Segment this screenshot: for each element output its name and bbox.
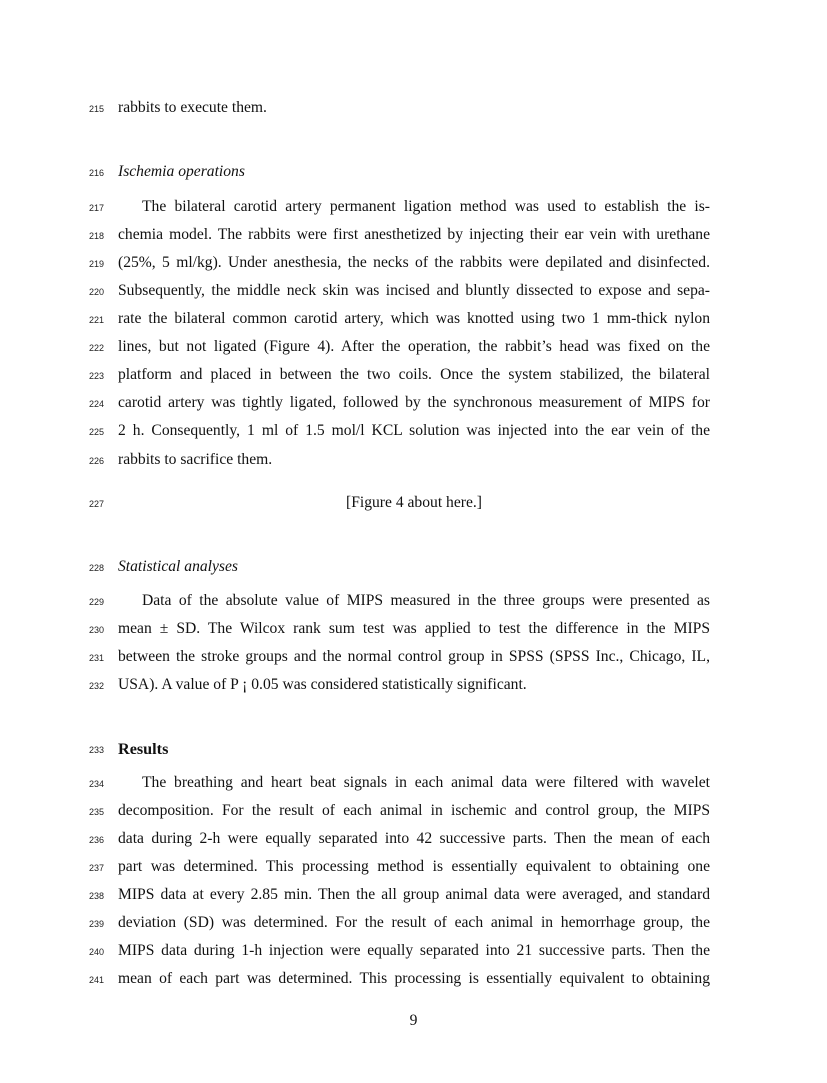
line-number: 233: [88, 745, 104, 755]
line-number: 221: [88, 315, 104, 325]
line-number: 224: [88, 399, 104, 409]
line-number: 231: [88, 653, 104, 663]
body-text-line: Data of the absolute value of MIPS measured in the three groups were presented as: [142, 592, 710, 609]
body-text-line: mean ± SD. The Wilcox rank sum test was applied to test the difference in the MIPS: [118, 620, 710, 637]
line-number: 218: [88, 231, 104, 241]
line-number: 237: [88, 863, 104, 873]
line-number: 227: [88, 499, 104, 509]
body-text-line: mean of each part was determined. This processing is essentially equivalent to obtaining: [118, 970, 710, 987]
line-number: 219: [88, 259, 104, 269]
body-text-line: (25%, 5 ml/kg). Under anesthesia, the necks of the rabbits were depilated and disinfected.: [118, 254, 710, 271]
line-number: 236: [88, 835, 104, 845]
body-text-line: MIPS data at every 2.85 min. Then the all group animal data were averaged, and standard: [118, 886, 710, 903]
body-text-line: part was determined. This processing method is essentially equivalent to obtaining one: [118, 858, 710, 875]
line-number: 230: [88, 625, 104, 635]
line-number: 223: [88, 371, 104, 381]
body-text-line: rabbits to execute them.: [118, 99, 267, 116]
body-text-line: USA). A value of P ¡ 0.05 was considered statistically significant.: [118, 676, 527, 693]
body-text-line: rate the bilateral common carotid artery, which was knotted using two 1 mm-thick nylon: [118, 310, 710, 327]
line-number: 229: [88, 597, 104, 607]
body-text-line: The breathing and heart beat signals in each animal data were filtered with wavelet: [142, 774, 710, 791]
body-text-line: carotid artery was tightly ligated, followed by the synchronous measurement of MIPS for: [118, 394, 710, 411]
line-number: 232: [88, 681, 104, 691]
line-number: 216: [88, 168, 104, 178]
body-text-line: deviation (SD) was determined. For the result of each animal in hemorrhage group, the: [118, 914, 710, 931]
body-text-line: lines, but not ligated (Figure 4). After the operation, the rabbit’s head was fixed on the: [118, 338, 710, 355]
line-number: 225: [88, 427, 104, 437]
line-number: 222: [88, 343, 104, 353]
line-number: 235: [88, 807, 104, 817]
line-number: 215: [88, 104, 104, 114]
line-number: 240: [88, 947, 104, 957]
body-text-line: decomposition. For the result of each animal in ischemic and control group, the MIPS: [118, 802, 710, 819]
section-heading-results: Results: [118, 740, 169, 758]
section-heading-ischemia-operations: Ischemia operations: [118, 163, 245, 180]
body-text-line: rabbits to sacrifice them.: [118, 451, 273, 468]
line-number: 241: [88, 975, 104, 985]
line-number: 228: [88, 563, 104, 573]
page-number: 9: [409, 1012, 418, 1029]
body-text-line: The bilateral carotid artery permanent ligation method was used to establish the is-: [142, 198, 710, 215]
body-text-line: 2 h. Consequently, 1 ml of 1.5 mol/l KCL solution was injected into the ear vein of the: [118, 422, 710, 439]
line-number: 238: [88, 891, 104, 901]
line-number: 226: [88, 456, 104, 466]
body-text-line: MIPS data during 1-h injection were equally separated into 21 successive parts. Then the: [118, 942, 710, 959]
figure-placeholder: [Figure 4 about here.]: [346, 494, 482, 511]
line-number: 217: [88, 203, 104, 213]
line-number: 234: [88, 779, 104, 789]
body-text-line: data during 2-h were equally separated into 42 successive parts. Then the mean of each: [118, 830, 710, 847]
body-text-line: Subsequently, the middle neck skin was incised and bluntly dissected to expose and sepa-: [118, 282, 710, 299]
line-number: 220: [88, 287, 104, 297]
section-heading-statistical-analyses: Statistical analyses: [118, 558, 238, 575]
body-text-line: between the stroke groups and the normal control group in SPSS (SPSS Inc., Chicago, IL,: [118, 648, 710, 665]
line-number: 239: [88, 919, 104, 929]
body-text-line: platform and placed in between the two coils. Once the system stabilized, the bilateral: [118, 366, 710, 383]
body-text-line: chemia model. The rabbits were first anesthetized by injecting their ear vein with urethane: [118, 226, 710, 243]
